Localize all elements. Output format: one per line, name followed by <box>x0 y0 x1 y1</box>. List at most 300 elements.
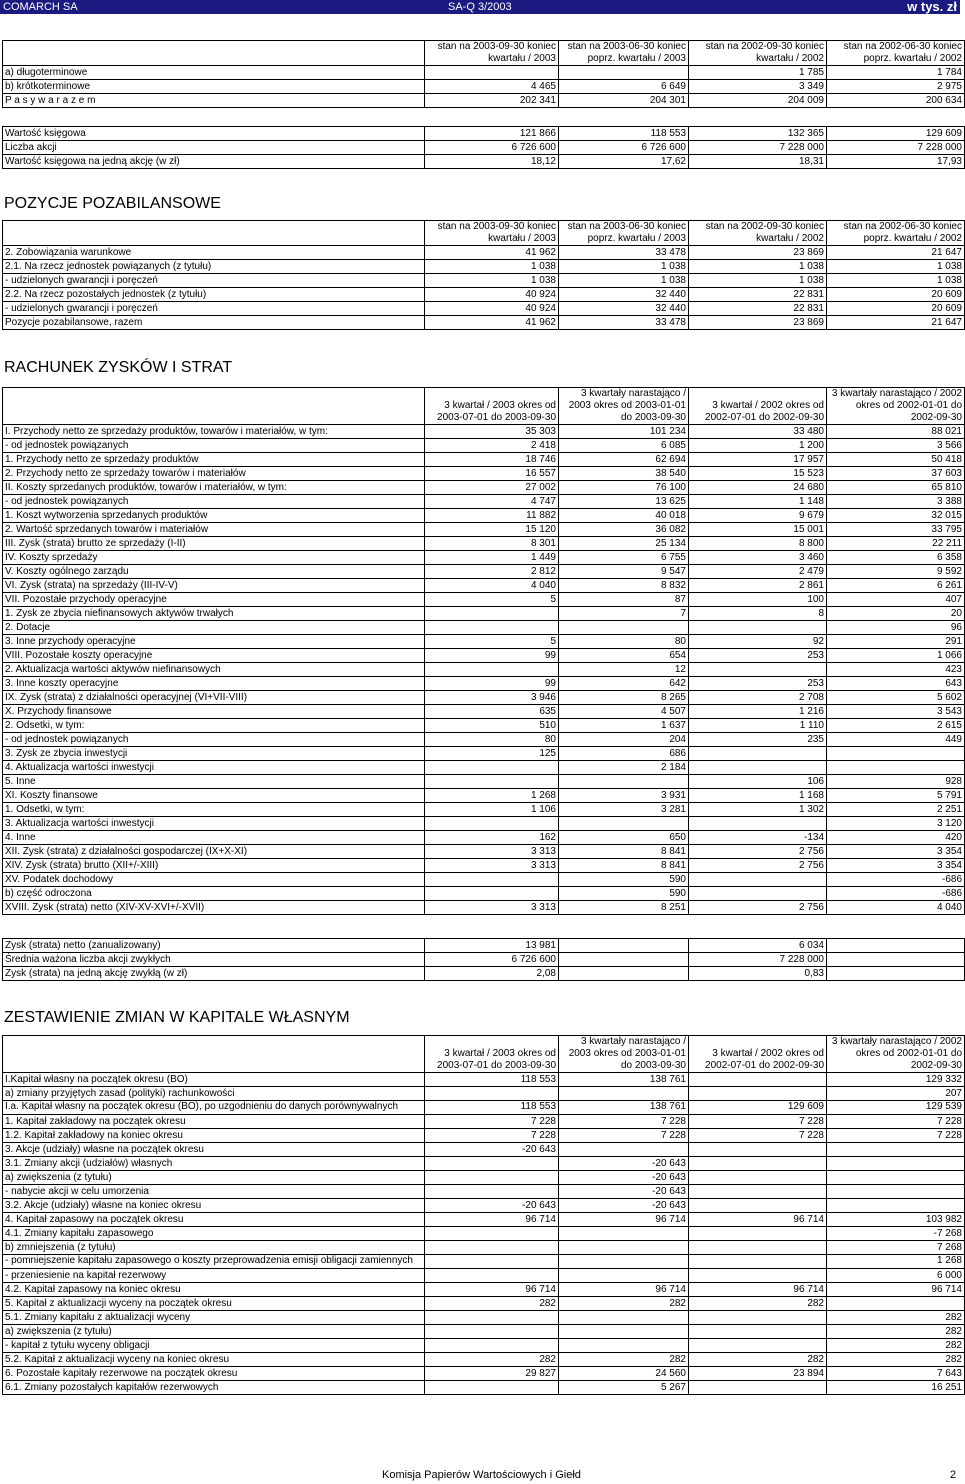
row-label: XII. Zysk (strata) z działalności gospodarczej (IX+X-XI) <box>3 845 425 859</box>
row-label: II. Koszty sprzedanych produktów, towarów i materiałów, w tym: <box>3 481 425 495</box>
page-number: 2 <box>950 1469 957 1481</box>
cell-value: 7 228 000 <box>689 141 827 155</box>
cell-value: 1 038 <box>559 274 689 288</box>
row-label: - udzielonych gwarancji i poręczeń <box>3 274 425 288</box>
cell-value: 1 038 <box>827 260 965 274</box>
cell-value <box>689 663 827 677</box>
cell-value: 3 543 <box>827 705 965 719</box>
cell-value: 204 301 <box>559 94 689 108</box>
cell-value: 1 784 <box>827 66 965 80</box>
cell-value: 6 034 <box>689 939 827 953</box>
table-row <box>3 1157 965 1171</box>
cell-value: 202 341 <box>425 94 559 108</box>
table-row <box>3 1101 965 1115</box>
table-row <box>3 887 965 901</box>
row-label: Średnia ważona liczba akcji zwykłych <box>3 953 425 967</box>
cell-value: 8 265 <box>559 691 689 705</box>
cell-value: 129 332 <box>827 1073 965 1087</box>
cell-value: 0,83 <box>689 967 827 981</box>
cell-value <box>559 1143 689 1157</box>
cell-value: 6 261 <box>827 579 965 593</box>
table-row <box>3 593 965 607</box>
cell-value: 253 <box>689 649 827 663</box>
cell-value <box>689 1143 827 1157</box>
cell-value: 282 <box>827 1353 965 1367</box>
cell-value: 138 761 <box>559 1073 689 1087</box>
cell-value <box>425 1311 559 1325</box>
cell-value: 18,12 <box>425 155 559 169</box>
cell-value: 282 <box>827 1325 965 1339</box>
cell-value: 38 540 <box>559 467 689 481</box>
cell-value: 13 625 <box>559 495 689 509</box>
cell-value: 1 302 <box>689 803 827 817</box>
cell-value: 1 038 <box>425 260 559 274</box>
cell-value <box>559 1255 689 1269</box>
cell-value: 24 680 <box>689 481 827 495</box>
cell-value: -134 <box>689 831 827 845</box>
cell-value: 3 349 <box>689 80 827 94</box>
table-row <box>3 302 965 316</box>
cell-value: 282 <box>827 1311 965 1325</box>
header-blank <box>3 388 425 425</box>
column-header: stan na 2003-06-30 koniec poprz. kwartału / 2003 <box>559 221 689 246</box>
row-label: - pomniejszenie kapitału zapasowego o koszty przeprowadzenia emisji obligacji zamiennych <box>3 1255 425 1269</box>
table-row <box>3 1241 965 1255</box>
cell-value <box>559 953 689 967</box>
table-row <box>3 705 965 719</box>
column-header: 3 kwartał / 2002 okres od 2002-07-01 do 2002-09-30 <box>689 1036 827 1073</box>
row-label: 2. Odsetki, w tym: <box>3 719 425 733</box>
cell-value <box>559 1227 689 1241</box>
cell-value: 21 647 <box>827 246 965 260</box>
cell-value: 7 268 <box>827 1241 965 1255</box>
cell-value: 22 831 <box>689 302 827 316</box>
cell-value <box>827 1143 965 1157</box>
row-label: b) część odroczona <box>3 887 425 901</box>
offbalance-title: POZYCJE POZABILANSOWE <box>4 195 221 212</box>
table-row <box>3 1255 965 1269</box>
table-row <box>3 94 965 108</box>
cell-value: 686 <box>559 747 689 761</box>
table-row <box>3 1283 965 1297</box>
row-label: Pozycje pozabilansowe, razem <box>3 316 425 330</box>
cell-value: 1 216 <box>689 705 827 719</box>
row-label: 1. Przychody netto ze sprzedaży produktów <box>3 453 425 467</box>
cell-value: 2 975 <box>827 80 965 94</box>
cell-value <box>559 775 689 789</box>
cell-value: 3 281 <box>559 803 689 817</box>
cell-value: 6 085 <box>559 439 689 453</box>
row-label: P a s y w a r a z e m <box>3 94 425 108</box>
cell-value: 96 714 <box>559 1213 689 1227</box>
cell-value: 80 <box>559 635 689 649</box>
header-bar <box>0 0 960 14</box>
cell-value <box>425 621 559 635</box>
cell-value: 253 <box>689 677 827 691</box>
cell-value: 50 418 <box>827 453 965 467</box>
cell-value: 41 962 <box>425 316 559 330</box>
row-label: 3. Inne koszty operacyjne <box>3 677 425 691</box>
cell-value: 8 800 <box>689 537 827 551</box>
cell-value <box>689 747 827 761</box>
cell-value: 16 557 <box>425 467 559 481</box>
cell-value <box>425 607 559 621</box>
cell-value: 200 634 <box>827 94 965 108</box>
cell-value: 99 <box>425 677 559 691</box>
cell-value: 118 553 <box>425 1073 559 1087</box>
cell-value: 282 <box>425 1353 559 1367</box>
cell-value: 3 388 <box>827 495 965 509</box>
cell-value: 3 946 <box>425 691 559 705</box>
cell-value: 118 553 <box>559 127 689 141</box>
company-name: COMARCH SA <box>3 1 78 13</box>
table-row <box>3 425 965 439</box>
cell-value: 590 <box>559 873 689 887</box>
row-label: Zysk (strata) netto (zanualizowany) <box>3 939 425 953</box>
table-row <box>3 733 965 747</box>
cell-value: 2,08 <box>425 967 559 981</box>
table-row <box>3 1073 965 1087</box>
cell-value: 76 100 <box>559 481 689 495</box>
column-header: 3 kwartał / 2003 okres od 2003-07-01 do 2003-09-30 <box>425 1036 559 1073</box>
table-row <box>3 453 965 467</box>
cell-value: 5 <box>425 635 559 649</box>
row-label: - kapitał z tytułu wyceny obligacji <box>3 1339 425 1353</box>
form-code: SA-Q 3/2003 <box>448 1 512 13</box>
table-row <box>3 621 965 635</box>
cell-value: 17 957 <box>689 453 827 467</box>
cell-value: 7 228 <box>559 1115 689 1129</box>
table-row <box>3 537 965 551</box>
cell-value: 204 <box>559 733 689 747</box>
income-header <box>3 388 965 425</box>
cell-value <box>425 887 559 901</box>
table-row <box>3 1339 965 1353</box>
cell-value: 2 418 <box>425 439 559 453</box>
header-row <box>3 41 965 66</box>
row-label: 4.2. Kapitał zapasowy na koniec okresu <box>3 1283 425 1297</box>
cell-value: 5 791 <box>827 789 965 803</box>
cell-value: 99 <box>425 649 559 663</box>
column-header: stan na 2002-09-30 koniec kwartału / 2002 <box>689 41 827 66</box>
cell-value: 96 <box>827 621 965 635</box>
row-label: I.Kapitał własny na początek okresu (BO) <box>3 1073 425 1087</box>
cell-value <box>425 1269 559 1283</box>
row-label: 3.2. Akcje (udziały) własne na koniec okresu <box>3 1199 425 1213</box>
cell-value: 590 <box>559 887 689 901</box>
income-body <box>3 425 965 915</box>
cell-value: 510 <box>425 719 559 733</box>
cell-value: -20 643 <box>559 1171 689 1185</box>
cell-value <box>827 1171 965 1185</box>
cell-value: 282 <box>827 1339 965 1353</box>
cell-value: 11 882 <box>425 509 559 523</box>
cell-value: 7 228 000 <box>827 141 965 155</box>
cell-value: 282 <box>689 1353 827 1367</box>
cell-value <box>689 621 827 635</box>
cell-value <box>689 887 827 901</box>
cell-value <box>689 761 827 775</box>
cell-value: 33 480 <box>689 425 827 439</box>
cell-value: 29 827 <box>425 1367 559 1381</box>
cell-value: 7 <box>559 607 689 621</box>
cell-value: 32 440 <box>559 302 689 316</box>
cell-value <box>827 1185 965 1199</box>
table-row <box>3 509 965 523</box>
row-label: 1.2. Kapitał zakładowy na koniec okresu <box>3 1129 425 1143</box>
row-label: 1. Kapitał zakładowy na początek okresu <box>3 1115 425 1129</box>
row-label: 3. Akcje (udziały) własne na początek okresu <box>3 1143 425 1157</box>
table-row <box>3 260 965 274</box>
cell-value <box>559 1339 689 1353</box>
cell-value: 1 200 <box>689 439 827 453</box>
table-row <box>3 831 965 845</box>
table-row <box>3 523 965 537</box>
header-row <box>3 388 965 425</box>
row-label: b) zmniejszenia (z tytułu) <box>3 1241 425 1255</box>
cell-value: 6 649 <box>559 80 689 94</box>
table-row <box>3 649 965 663</box>
cell-value <box>425 1087 559 1101</box>
row-label: IX. Zysk (strata) z działalności operacyjnej (VI+VII-VIII) <box>3 691 425 705</box>
cell-value: 3 566 <box>827 439 965 453</box>
cell-value <box>559 939 689 953</box>
cell-value: -20 643 <box>559 1199 689 1213</box>
footer-authority: Komisja Papierów Wartościowych i Giełd <box>382 1469 581 1481</box>
table-row <box>3 467 965 481</box>
cell-value <box>689 873 827 887</box>
table-row <box>3 761 965 775</box>
cell-value: 449 <box>827 733 965 747</box>
table-row <box>3 967 965 981</box>
cell-value <box>827 747 965 761</box>
cell-value: 4 465 <box>425 80 559 94</box>
cell-value: 7 228 <box>425 1129 559 1143</box>
cell-value <box>827 1157 965 1171</box>
cell-value: 2 708 <box>689 691 827 705</box>
cell-value <box>425 1381 559 1395</box>
cell-value <box>827 967 965 981</box>
column-header: stan na 2003-06-30 koniec poprz. kwartału / 2003 <box>559 41 689 66</box>
table-row <box>3 155 965 169</box>
cell-value: 13 981 <box>425 939 559 953</box>
row-label: X. Przychody finansowe <box>3 705 425 719</box>
row-label: a) zwiększenia (z tytułu) <box>3 1325 425 1339</box>
row-label: 3. Aktualizacja wartości inwestycji <box>3 817 425 831</box>
cell-value: 1 449 <box>425 551 559 565</box>
cell-value <box>689 1325 827 1339</box>
cell-value: 129 539 <box>827 1101 965 1115</box>
cell-value: 2 615 <box>827 719 965 733</box>
cell-value: 3 354 <box>827 859 965 873</box>
cell-value: 1 038 <box>689 260 827 274</box>
header-blank <box>3 221 425 246</box>
cell-value: 2 756 <box>689 901 827 915</box>
cell-value <box>827 939 965 953</box>
cell-value <box>827 1199 965 1213</box>
column-header: stan na 2002-06-30 koniec poprz. kwartału / 2002 <box>827 41 965 66</box>
row-label: Wartość księgowa na jedną akcję (w zł) <box>3 155 425 169</box>
cell-value: 1 066 <box>827 649 965 663</box>
row-label: VIII. Pozostałe koszty operacyjne <box>3 649 425 663</box>
balance-header <box>3 41 965 66</box>
cell-value <box>689 1157 827 1171</box>
cell-value: 642 <box>559 677 689 691</box>
cell-value: 6 000 <box>827 1269 965 1283</box>
cell-value <box>425 761 559 775</box>
cell-value: 35 303 <box>425 425 559 439</box>
row-label: 6.1. Zmiany pozostałych kapitałów rezerwowych <box>3 1381 425 1395</box>
row-label: V. Koszty ogólnego zarządu <box>3 565 425 579</box>
cell-value: 1 038 <box>827 274 965 288</box>
cell-value: 15 001 <box>689 523 827 537</box>
cell-value: 7 228 000 <box>689 953 827 967</box>
row-label: 5.2. Kapitał z aktualizacji wyceny na koniec okresu <box>3 1353 425 1367</box>
cell-value: 3 313 <box>425 845 559 859</box>
table-row <box>3 607 965 621</box>
cell-value <box>425 1157 559 1171</box>
table-row <box>3 939 965 953</box>
row-label: 2. Przychody netto ze sprzedaży towarów i materiałów <box>3 467 425 481</box>
cell-value: 2 251 <box>827 803 965 817</box>
cell-value: 33 795 <box>827 523 965 537</box>
table-row <box>3 635 965 649</box>
row-label: VI. Zysk (strata) na sprzedaży (III-IV-V) <box>3 579 425 593</box>
cell-value: 18 746 <box>425 453 559 467</box>
cell-value: 291 <box>827 635 965 649</box>
cell-value: 8 <box>689 607 827 621</box>
table-row <box>3 1171 965 1185</box>
cell-value: 8 251 <box>559 901 689 915</box>
cell-value: 40 924 <box>425 288 559 302</box>
cell-value <box>689 1185 827 1199</box>
column-header: 3 kwartały narastająco / 2002 okres od 2002-01-01 do 2002-09-30 <box>827 1036 965 1073</box>
column-header: stan na 2002-09-30 koniec kwartału / 2002 <box>689 221 827 246</box>
table-row <box>3 691 965 705</box>
cell-value: 650 <box>559 831 689 845</box>
table-row <box>3 901 965 915</box>
row-label: 1. Koszt wytworzenia sprzedanych produktów <box>3 509 425 523</box>
cell-value: 33 478 <box>559 246 689 260</box>
cell-value <box>827 953 965 967</box>
cell-value: 235 <box>689 733 827 747</box>
table-row <box>3 1199 965 1213</box>
cell-value <box>689 1339 827 1353</box>
cell-value: 65 810 <box>827 481 965 495</box>
cell-value: 7 228 <box>827 1129 965 1143</box>
cell-value: 204 009 <box>689 94 827 108</box>
cell-value <box>689 1311 827 1325</box>
table-row <box>3 1227 965 1241</box>
cell-value: 7 228 <box>559 1129 689 1143</box>
cell-value: 20 609 <box>827 288 965 302</box>
row-label: 5. Inne <box>3 775 425 789</box>
cell-value: 643 <box>827 677 965 691</box>
row-label: a) zmiany przyjętych zasad (polityki) rachunkowości <box>3 1087 425 1101</box>
table-row <box>3 141 965 155</box>
cell-value: 2 184 <box>559 761 689 775</box>
row-label: 3. Zysk ze zbycia inwestycji <box>3 747 425 761</box>
table-row <box>3 80 965 94</box>
cell-value: 27 002 <box>425 481 559 495</box>
table-row <box>3 439 965 453</box>
row-label: III. Zysk (strata) brutto ze sprzedaży (I-II) <box>3 537 425 551</box>
row-label: IV. Koszty sprzedaży <box>3 551 425 565</box>
row-label: - od jednostek powiązanych <box>3 495 425 509</box>
row-label: 1. Odsetki, w tym: <box>3 803 425 817</box>
cell-value: 41 962 <box>425 246 559 260</box>
row-label: 3. Inne przychody operacyjne <box>3 635 425 649</box>
cell-value: 101 234 <box>559 425 689 439</box>
cell-value <box>559 967 689 981</box>
cell-value: 5 <box>425 593 559 607</box>
cell-value: 4 747 <box>425 495 559 509</box>
equity-body <box>3 1073 965 1395</box>
cell-value: 7 228 <box>827 1115 965 1129</box>
cell-value: 8 841 <box>559 859 689 873</box>
cell-value <box>689 1199 827 1213</box>
cell-value: -686 <box>827 873 965 887</box>
column-header: stan na 2002-06-30 koniec poprz. kwartału / 2002 <box>827 221 965 246</box>
cell-value: 282 <box>425 1297 559 1311</box>
cell-value: 96 714 <box>689 1213 827 1227</box>
cell-value <box>827 1297 965 1311</box>
cell-value: 635 <box>425 705 559 719</box>
cell-value <box>559 817 689 831</box>
cell-value: 4 507 <box>559 705 689 719</box>
table-row <box>3 1353 965 1367</box>
cell-value <box>425 1339 559 1353</box>
table-row <box>3 677 965 691</box>
row-label: VII. Pozostałe przychody operacyjne <box>3 593 425 607</box>
eps-body <box>3 939 965 981</box>
cell-value <box>689 817 827 831</box>
cell-value: 6 358 <box>827 551 965 565</box>
cell-value: 22 211 <box>827 537 965 551</box>
cell-value: 8 832 <box>559 579 689 593</box>
cell-value: -7 268 <box>827 1227 965 1241</box>
cell-value <box>827 761 965 775</box>
cell-value <box>559 621 689 635</box>
cell-value <box>425 1241 559 1255</box>
row-label: XI. Koszty finansowe <box>3 789 425 803</box>
table-row <box>3 1115 965 1129</box>
row-label: I.a. Kapitał własny na początek okresu (BO), po uzgodnieniu do danych porównywalnych <box>3 1101 425 1115</box>
cell-value: 1 268 <box>425 789 559 803</box>
table-row <box>3 1297 965 1311</box>
cell-value: 96 714 <box>425 1283 559 1297</box>
equity-table <box>2 1035 965 1395</box>
equity-header <box>3 1036 965 1073</box>
table-row <box>3 663 965 677</box>
table-row <box>3 1381 965 1395</box>
cell-value: 1 268 <box>827 1255 965 1269</box>
row-label: 2.2. Na rzecz pozostałych jednostek (z tytułu) <box>3 288 425 302</box>
cell-value: 125 <box>425 747 559 761</box>
row-label: - nabycie akcji w celu umorzenia <box>3 1185 425 1199</box>
row-label: - przeniesienie na kapitał rezerwowy <box>3 1269 425 1283</box>
header-blank <box>3 41 425 66</box>
row-label: 5. Kapitał z aktualizacji wyceny na początek okresu <box>3 1297 425 1311</box>
cell-value: 2 479 <box>689 565 827 579</box>
cell-value <box>559 1269 689 1283</box>
cell-value: 40 018 <box>559 509 689 523</box>
cell-value <box>559 1325 689 1339</box>
cell-value: -20 643 <box>559 1157 689 1171</box>
cell-value: 2 756 <box>689 859 827 873</box>
cell-value: 1 785 <box>689 66 827 80</box>
cell-value: 106 <box>689 775 827 789</box>
